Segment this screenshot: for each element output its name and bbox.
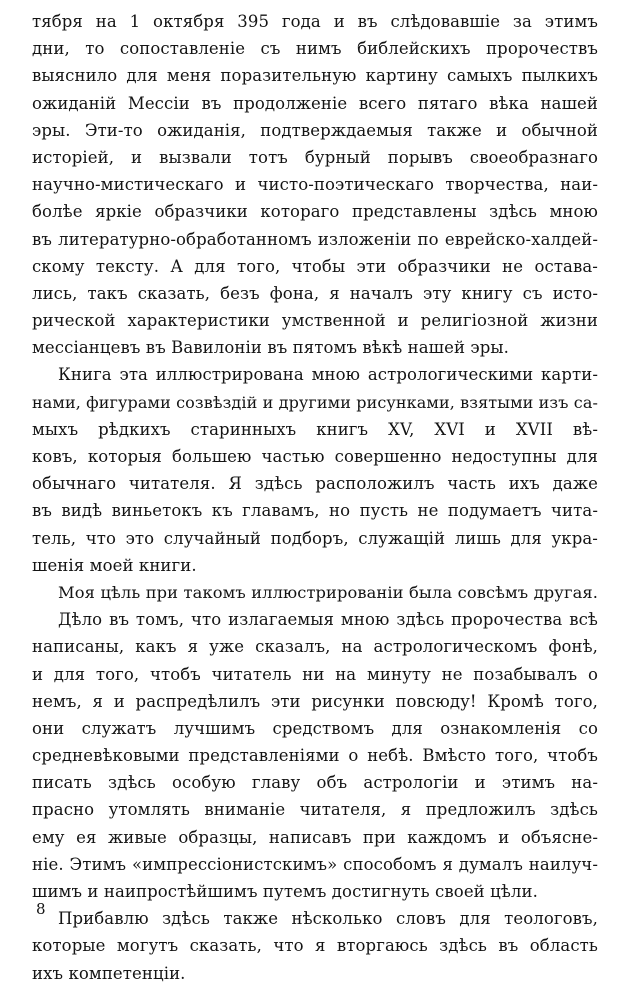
page-number: 8 xyxy=(36,900,46,918)
text-line: въ видѣ виньетокъ къ главамъ, но пусть не подумаетъ чита- xyxy=(32,501,598,521)
text-line: выяснило для меня поразительную картину самыхъ пылкихъ xyxy=(32,66,598,86)
text-line: Моя цѣль при такомъ иллюстрированіи была совсѣмъ другая. xyxy=(58,582,598,602)
paragraph xyxy=(32,579,598,905)
text-line: ковъ, которыя большею частью совершенно недоступны для xyxy=(32,447,598,466)
text-line: они служатъ лучшимъ средствомъ для ознакомленія со xyxy=(32,718,598,738)
paragraph xyxy=(32,361,598,579)
text-line: въ литературно-обработанномъ изложеніи по еврейско-халдей- xyxy=(32,229,598,249)
text-line: которые могутъ сказать, что я вторгаюсь здѣсь въ область xyxy=(32,936,598,956)
text-line: эры. Эти-то ожиданія, подтверждаемыя также и обычной xyxy=(32,120,598,140)
text-line: обычнаго читателя. Я здѣсь расположилъ часть ихъ даже xyxy=(32,474,598,494)
text-line: Прибавлю здѣсь также нѣсколько словъ для теологовъ, xyxy=(58,909,598,929)
text-line: скому тексту. А для того, чтобы эти образчики не остава- xyxy=(32,256,598,276)
text-line: Книга эта иллюстрирована мною астрологическими карти- xyxy=(58,365,598,385)
text-line: средневѣковыми представленіями о небѣ. Вмѣсто того, чтобъ xyxy=(32,746,598,766)
text-line: тября на 1 октября 395 года и въ слѣдовавшіе за этимъ xyxy=(32,12,598,31)
text-line: и для того, чтобъ читатель ни на минуту не позабывалъ о xyxy=(32,664,598,684)
text-line: болѣе яркіе образчики котораго представлены здѣсь мною xyxy=(32,202,598,222)
text-line: написаны, какъ я уже сказалъ, на астрологическомъ фонѣ, xyxy=(32,637,598,657)
text-line: мыхъ рѣдкихъ старинныхъ книгъ XV, XVI и XVII вѣ- xyxy=(32,419,598,439)
text-line: дни, то сопоставленіе съ нимъ библейскихъ пророчествъ xyxy=(32,39,598,59)
text-line: прасно утомлять вниманіе читателя, я предложилъ здѣсь xyxy=(32,800,598,820)
text-line: шенія моей книги. xyxy=(32,555,197,575)
text-line: ему ея живые образцы, написавъ при каждомъ и объясне- xyxy=(32,827,598,847)
paragraph xyxy=(32,905,598,987)
text-line: писать здѣсь особую главу объ астрологіи и этимъ на- xyxy=(32,773,598,793)
text-line: научно-мистическаго и чисто-поэтическаго творчества, наи- xyxy=(32,175,598,195)
text-line: ніе. Этимъ «импрессіонистскимъ» способомъ я думалъ наилуч- xyxy=(32,854,598,874)
text-line: рической характеристики умственной и религіозной жизни xyxy=(32,311,598,331)
paragraph xyxy=(32,8,598,361)
text-line: исторіей, и вызвали тотъ бурный порывъ своеобразнаго xyxy=(32,147,598,167)
text-line: ихъ компетенціи. xyxy=(32,963,186,983)
text-line: лись, такъ сказать, безъ фона, я началъ эту книгу съ исто- xyxy=(32,283,598,303)
text-line: тель, что это случайный подборъ, служащій лишь для укра- xyxy=(32,528,598,548)
text-line: немъ, я и распредѣлилъ эти рисунки повсюду! Кромѣ того, xyxy=(32,691,598,711)
body-text xyxy=(32,8,598,987)
text-line: нами, фигурами созвѣздій и другими рисунками, взятыми изъ са- xyxy=(32,392,598,412)
text-line: шимъ и наипростѣйшимъ путемъ достигнуть своей цѣли. xyxy=(32,882,538,901)
text-line: Дѣло въ томъ, что излагаемыя мною здѣсь пророчества всѣ xyxy=(58,610,598,630)
text-line: ожиданій Мессіи въ продолженіе всего пятаго вѣка нашей xyxy=(32,93,598,113)
text-line: мессіанцевъ въ Вавилоніи въ пятомъ вѣкѣ нашей эры. xyxy=(32,338,509,358)
